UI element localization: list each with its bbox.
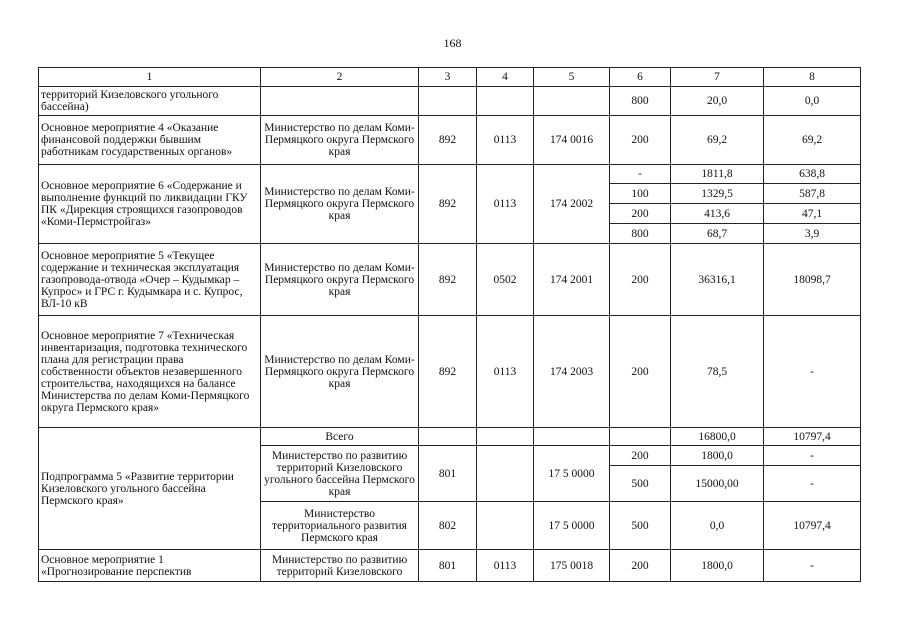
table-cell: 174 2003 [534, 316, 610, 428]
table-cell: 0,0 [764, 87, 861, 116]
table-cell: 175 0018 [534, 550, 610, 582]
table-cell: 78,5 [671, 316, 764, 428]
table-cell [610, 428, 671, 446]
table-cell: 801 [419, 550, 477, 582]
table-cell: 638,8 [764, 165, 861, 184]
table-cell: 0113 [477, 316, 534, 428]
table-cell: 1800,0 [671, 446, 764, 466]
table-cell: 17 5 0000 [534, 502, 610, 550]
organization-cell: Министерство по делам Коми-Пермяцкого округа Пермского края [261, 244, 419, 316]
table-cell: 892 [419, 244, 477, 316]
table-cell: 0502 [477, 244, 534, 316]
table-cell: 16800,0 [671, 428, 764, 446]
organization-cell: Министерство территориального развития Пермского края [261, 502, 419, 550]
header-cell: 1 [39, 68, 261, 87]
table-cell: 892 [419, 316, 477, 428]
organization-cell: Министерство по делам Коми-Пермяцкого округа Пермского края [261, 116, 419, 165]
table-cell [419, 428, 477, 446]
header-cell: 3 [419, 68, 477, 87]
budget-table [38, 67, 861, 582]
table-cell: 36316,1 [671, 244, 764, 316]
table-cell: 200 [610, 316, 671, 428]
table-cell: 10797,4 [764, 428, 861, 446]
table-cell [261, 87, 419, 116]
header-cell: 4 [477, 68, 534, 87]
table-cell: 413,6 [671, 204, 764, 224]
organization-cell: Всего [261, 428, 419, 446]
table-cell: 892 [419, 165, 477, 244]
table-cell: 69,2 [671, 116, 764, 165]
row-description: Основное мероприятие 7 «Техническая инвентаризация, подготовка технического плана для регистрации права собственности объектов незавершенного строительства, находящихся на балансе Министерства по делам Коми-Пермяцкого округа Пермского края» [39, 316, 261, 428]
row-description: Основное мероприятие 1 «Прогнозирование перспектив [39, 550, 261, 582]
table-header-row [39, 68, 861, 87]
table-cell: 0113 [477, 550, 534, 582]
table-cell: 3,9 [764, 224, 861, 244]
table-row [39, 116, 861, 165]
table-cell: 69,2 [764, 116, 861, 165]
table-cell: 500 [610, 502, 671, 550]
table-cell: 17 5 0000 [534, 446, 610, 502]
table-cell: 18098,7 [764, 244, 861, 316]
table-cell: 1800,0 [671, 550, 764, 582]
table-cell: 800 [610, 224, 671, 244]
table-cell: - [764, 466, 861, 502]
table-cell: 200 [610, 446, 671, 466]
table-row [39, 244, 861, 316]
table-cell: 0113 [477, 165, 534, 244]
table-cell: 200 [610, 550, 671, 582]
table-cell: 0,0 [671, 502, 764, 550]
table-row [39, 165, 861, 184]
table-cell: 47,1 [764, 204, 861, 224]
table-cell [477, 87, 534, 116]
table-cell: 892 [419, 116, 477, 165]
table-cell: 20,0 [671, 87, 764, 116]
header-cell: 7 [671, 68, 764, 87]
table-cell: 100 [610, 184, 671, 204]
organization-cell: Министерство по делам Коми-Пермяцкого округа Пермского края [261, 316, 419, 428]
table-cell: 174 0016 [534, 116, 610, 165]
table-cell: 200 [610, 204, 671, 224]
table-cell: 15000,00 [671, 466, 764, 502]
table-cell [534, 428, 610, 446]
page-number: 168 [443, 36, 462, 50]
table-cell: 801 [419, 446, 477, 502]
table-cell: 587,8 [764, 184, 861, 204]
table-row [39, 87, 861, 116]
table-cell: - [610, 165, 671, 184]
table-cell: 500 [610, 466, 671, 502]
row-description: Основное мероприятие 4 «Оказание финансовой поддержки бывшим работникам государственных органов» [39, 116, 261, 165]
row-description: Основное мероприятие 6 «Содержание и выполнение функций по ликвидации ГКУ ПК «Дирекция строящихся газопроводов «Коми-Пермстройгаз» [39, 165, 261, 244]
table-cell: 802 [419, 502, 477, 550]
row-description: Подпрограмма 5 «Развитие территории Кизеловского угольного бассейна Пермского края» [39, 428, 261, 550]
table-cell: 200 [610, 116, 671, 165]
table-cell [534, 87, 610, 116]
table-cell: 1811,8 [671, 165, 764, 184]
table-cell: 0113 [477, 116, 534, 165]
table-cell [419, 87, 477, 116]
header-cell: 2 [261, 68, 419, 87]
table-cell [477, 428, 534, 446]
organization-cell: Министерство по развитию территорий Кизеловского угольного бассейна Пермского края [261, 446, 419, 502]
table-cell [477, 502, 534, 550]
header-cell: 6 [610, 68, 671, 87]
table-cell: 174 2001 [534, 244, 610, 316]
header-cell: 5 [534, 68, 610, 87]
organization-cell: Министерство по делам Коми-Пермяцкого округа Пермского края [261, 165, 419, 244]
table-row [39, 428, 861, 446]
table-cell: 200 [610, 244, 671, 316]
table-cell: 1329,5 [671, 184, 764, 204]
table-cell: 10797,4 [764, 502, 861, 550]
table-cell [477, 446, 534, 502]
table-cell: - [764, 316, 861, 428]
row-description: территорий Кизеловского угольного бассейна) [39, 87, 261, 116]
table-row [39, 550, 861, 582]
header-cell: 8 [764, 68, 861, 87]
table-cell: 800 [610, 87, 671, 116]
table-row [39, 316, 861, 428]
table-cell: 68,7 [671, 224, 764, 244]
table-cell: - [764, 550, 861, 582]
row-description: Основное мероприятие 5 «Текущее содержание и техническая эксплуатация газопровода-отвода «Очер – Кудымкар – Купрос» и ГРС г. Кудымкара и с. Купрос, ВЛ-10 кВ [39, 244, 261, 316]
organization-cell: Министерство по развитию территорий Кизеловского [261, 550, 419, 582]
table-cell: 174 2002 [534, 165, 610, 244]
table-cell: - [764, 446, 861, 466]
